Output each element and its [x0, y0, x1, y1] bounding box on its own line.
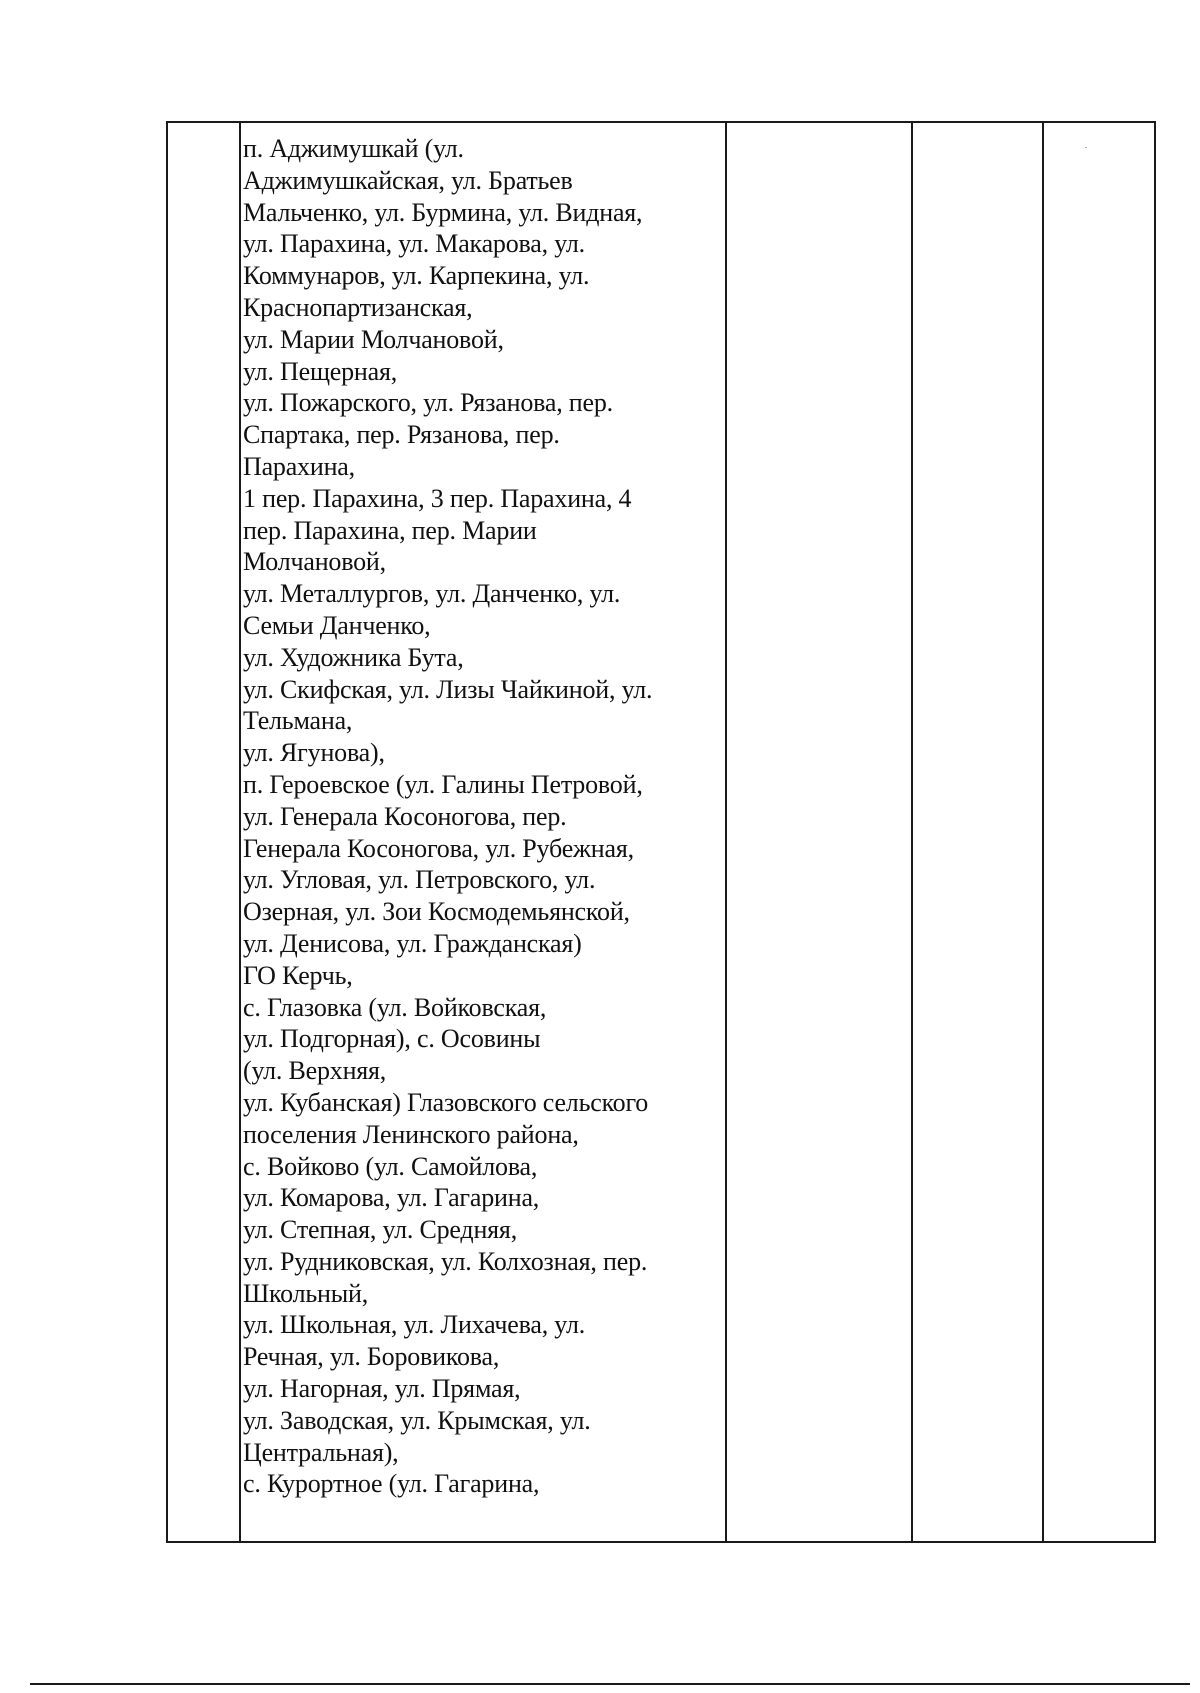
address-line: Мальченко, ул. Бурмина, ул. Видная, — [243, 197, 643, 227]
address-line: Парахина, — [243, 451, 355, 481]
address-line: Спартака, пер. Рязанова, пер. — [243, 420, 560, 450]
address-line: ул. Угловая, ул. Петровского, ул. — [243, 865, 596, 895]
address-line: Центральная), — [243, 1437, 399, 1467]
address-line: ул. Металлургов, ул. Данченко, ул. — [243, 579, 621, 609]
address-line: ул. Денисова, ул. Гражданская) — [243, 928, 582, 958]
address-line: ул. Скифская, ул. Лизы Чайкиной, ул. — [243, 674, 653, 704]
address-line: ул. Марии Молчановой, — [243, 324, 504, 354]
table-column-divider — [239, 123, 241, 1541]
address-line: пер. Парахина, пер. Марии — [243, 515, 537, 545]
address-line: ул. Рудниковская, ул. Колхозная, пер. — [243, 1246, 648, 1276]
address-line: ул. Заводская, ул. Крымская, ул. — [243, 1405, 591, 1435]
address-line: ул. Пожарского, ул. Рязанова, пер. — [243, 388, 613, 418]
address-line: ул. Кубанская) Глазовского сельского — [243, 1087, 649, 1117]
address-line: ул. Школьная, ул. Лихачева, ул. — [243, 1310, 586, 1340]
address-line: Молчановой, — [243, 547, 386, 577]
scan-speck — [1085, 147, 1087, 148]
address-line: ул. Нагорная, ул. Прямая, — [243, 1374, 521, 1404]
address-line: Коммунаров, ул. Карпекина, ул. — [243, 261, 590, 291]
address-list-cell — [243, 133, 713, 1500]
table-column-divider — [1042, 123, 1044, 1541]
address-line: ГО Керчь, — [243, 960, 353, 990]
address-line: Краснопартизанская, — [243, 292, 473, 322]
address-line: Тельмана, — [243, 706, 353, 736]
address-line: ул. Степная, ул. Средняя, — [243, 1215, 517, 1245]
address-line: ул. Пещерная, — [243, 356, 398, 386]
footer-rule — [30, 1683, 1190, 1685]
address-line: ул. Ягунова), — [243, 738, 385, 768]
address-line: Семьи Данченко, — [243, 610, 431, 640]
address-line: ул. Парахина, ул. Макарова, ул. — [243, 229, 585, 259]
address-line: Школьный, — [243, 1278, 369, 1308]
address-line: Озерная, ул. Зои Космодемьянской, — [243, 897, 630, 927]
address-line: (ул. Верхняя, — [243, 1056, 387, 1086]
address-line: Аджимушкайская, ул. Братьев — [243, 165, 573, 195]
address-line: с. Глазовка (ул. Войковская, — [243, 992, 547, 1022]
address-line: Генерала Косоногова, ул. Рубежная, — [243, 833, 634, 863]
address-line: с. Войково (ул. Самойлова, — [243, 1151, 538, 1181]
address-line: Речная, ул. Боровикова, — [243, 1342, 500, 1372]
address-line: ул. Генерала Косоногова, пер. — [243, 801, 567, 831]
address-line: ул. Художника Бута, — [243, 642, 464, 672]
document-table — [166, 121, 1156, 1543]
table-column-divider — [725, 123, 727, 1541]
address-line: ул. Подгорная), с. Осовины — [243, 1024, 541, 1054]
address-line: ул. Комарова, ул. Гагарина, — [243, 1183, 540, 1213]
address-line: поселения Ленинского района, — [243, 1119, 579, 1149]
address-line: п. Аджимушкай (ул. — [243, 134, 464, 163]
address-line: 1 пер. Парахина, 3 пер. Парахина, 4 — [243, 483, 632, 513]
address-line: п. Героевское (ул. Галины Петровой, — [243, 769, 643, 799]
table-column-divider — [911, 123, 913, 1541]
address-line: с. Курортное (ул. Гагарина, — [243, 1469, 540, 1499]
